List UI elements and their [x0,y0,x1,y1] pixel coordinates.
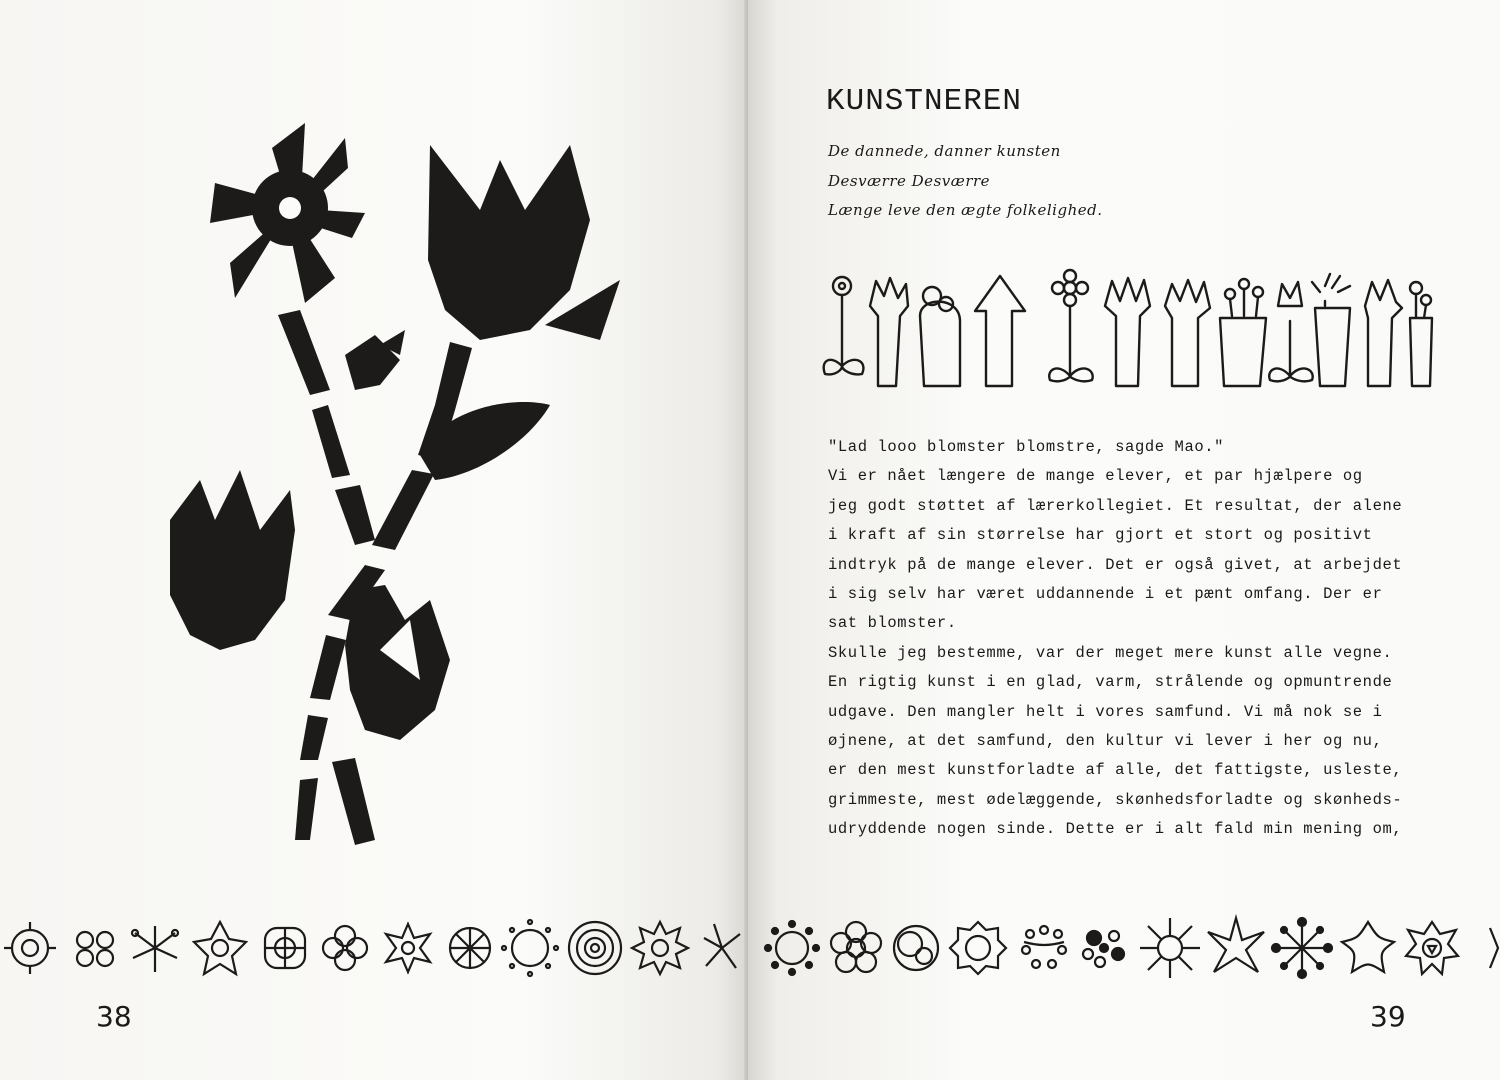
body-line: En rigtig kunst i en glad, varm, strålende og opmuntrende [828,673,1393,692]
body-line: udryddende nogen sinde. Dette er i alt fald min mening om, [828,820,1403,839]
page-title: KUNSTNEREN [826,84,1023,119]
tulip-top-right-shape [428,145,590,340]
flower-cutout-illustration [150,60,710,900]
left-page [0,0,748,1080]
hand-drawn-flower-row [820,266,1435,396]
body-line: udgave. Den mangler helt i vores samfund. Vi må nok se i [828,702,1383,721]
subtitle-line-1: De dannede, danner kunsten [828,142,1061,160]
body-line: "Lad looo blomster blomstre, sagde Mao." [828,438,1225,456]
body-text [828,433,1428,844]
page-number-right: 39 [1370,1000,1406,1033]
body-line: Skulle jeg bestemme, var der meget mere kunst alle vegne. [828,643,1393,662]
body-line: jeg godt støttet af lærerkollegiet. Et resultat, der alene [828,496,1403,515]
body-line: Vi er nået længere de mange elever, et par hjælpere og [828,467,1363,486]
body-line: i sig selv har været uddannende i et pænt omfang. Der er [828,584,1383,603]
body-line: grimmeste, mest ødelæggende, skønhedsforladte og skønheds- [828,790,1403,809]
body-line: er den mest kunstforladte af alle, det fattigste, usleste, [828,761,1403,780]
subtitle-line-3: Længe leve den ægte folkelighed. [828,201,1103,219]
subtitle-line-2: Desværre Desværre [828,172,991,190]
body-line: øjnene, at det samfund, den kultur vi lever i her og nu, [828,731,1383,750]
right-flower-border [752,910,1500,990]
body-line: indtryk på de mange elever. Det er også givet, at arbejdet [828,555,1403,574]
body-line: sat blomster. [828,614,957,633]
body-line: i kraft af sin størrelse har gjort et stort og positivt [828,526,1373,545]
page-number-left: 38 [96,1000,132,1033]
left-flower-border [0,910,748,990]
